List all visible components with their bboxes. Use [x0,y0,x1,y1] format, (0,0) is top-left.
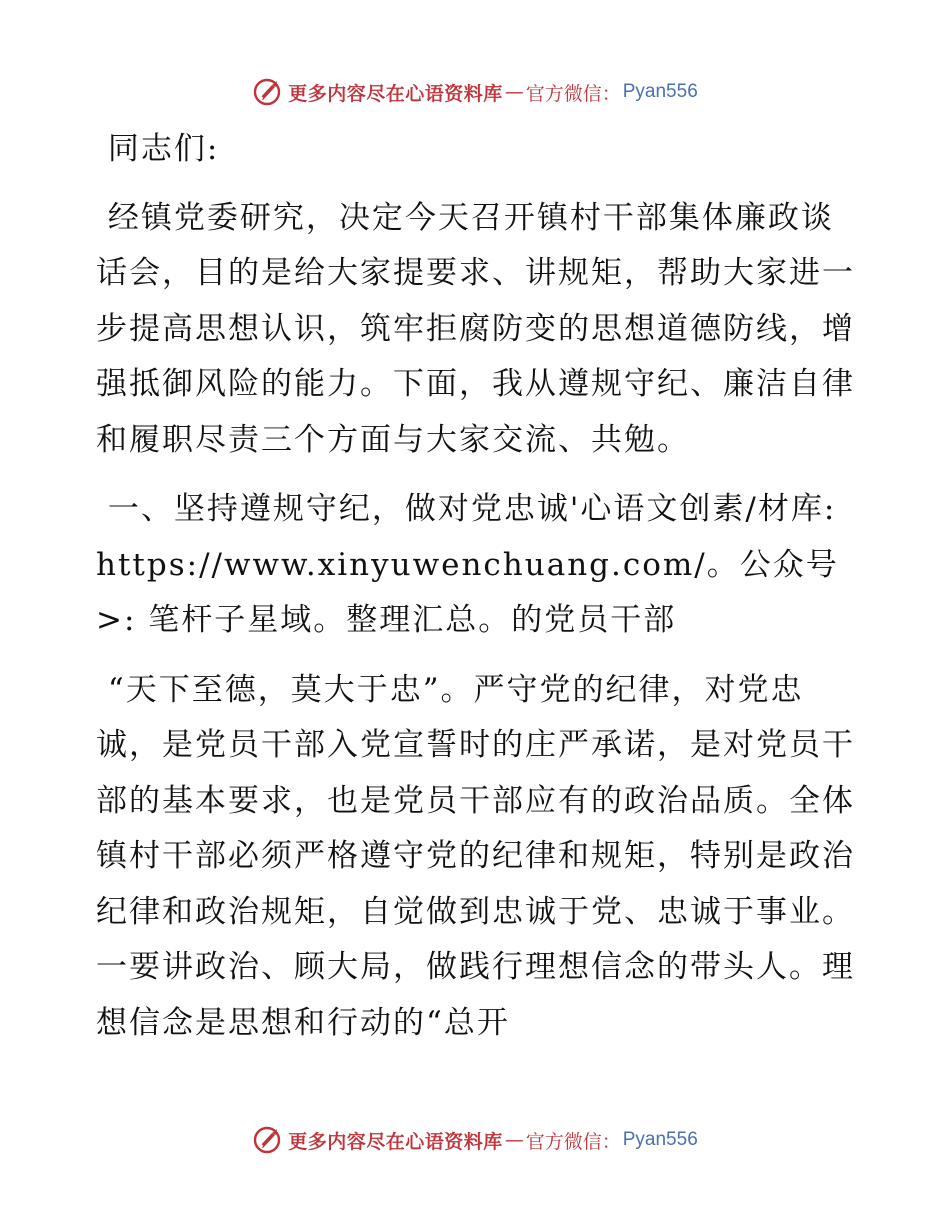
intro-paragraph: 经镇党委研究，决定今天召开镇村干部集体廉政谈话会，目的是给大家提要求、讲规矩，帮助大家进一步提高思想认识，筑牢拒腐防变的思想道德防线，增强抵御风险的能力。下面，我从遵规守纪、廉洁自律和履职尽责三个方面与大家交流、共勉。 [96,199,855,458]
footer-wechat-id: Pyan556 [622,1129,698,1150]
section-heading: 一、坚持遵规守纪，做对党忠诚'心语文创素/材库: https://www.xinyuwenchuang.com/。公众号>: 笔杆子星域。整理汇总。的党员干部 [96,491,849,638]
banner-separator: — [504,81,524,103]
banner-wechat-id: Pyan556 [622,81,698,102]
body-paragraph: “天下至德，莫大于忠”。严守党的纪律，对党忠诚，是党员干部入党宣誓时的庄严承诺，是对党员干部的基本要求，也是党员干部应有的政治品质。全体镇村干部必须严格遵守党的纪律和规矩，特别是政治纪律和政治规矩，自觉做到忠诚于党、忠诚于事业。一要讲政治、顾大局，做践行理想信念的带头人。理想信念是思想和行动的“总开 [96,671,855,1041]
salutation: 同志们: [96,131,220,167]
footer-main-text: 更多内容尽在心语资料库 [288,1130,503,1153]
footer-wechat-label: 官方微信： [525,1130,621,1153]
banner-main-text: 更多内容尽在心语资料库 [288,82,503,105]
quill-pen-logo-icon [252,1125,282,1155]
banner-wechat-label: 官方微信： [525,82,621,105]
quill-pen-logo-icon [252,77,282,107]
header-banner [0,72,950,112]
footer-separator: — [504,1129,524,1151]
footer-banner [0,1120,950,1160]
document-body [96,122,856,1065]
